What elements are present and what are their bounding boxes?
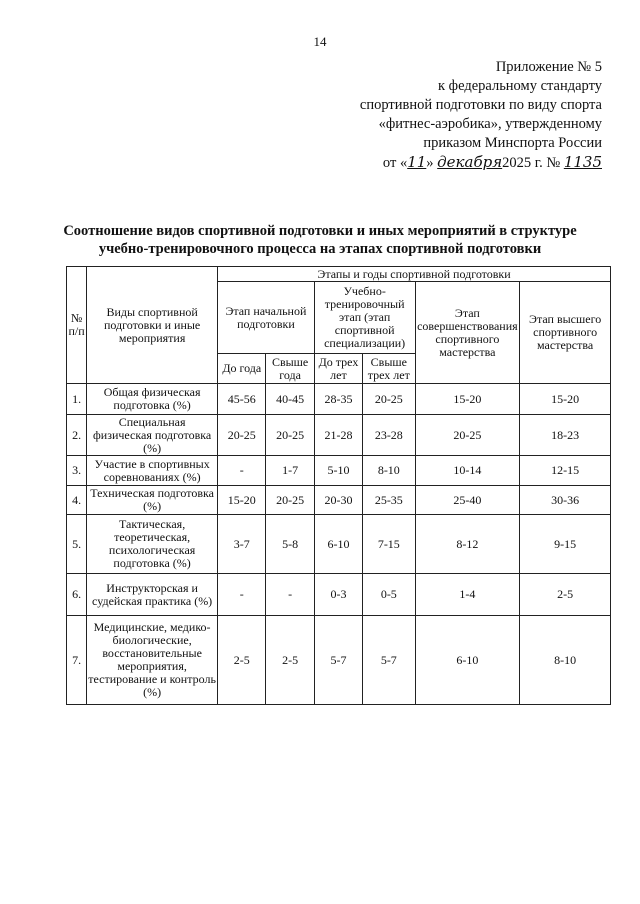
cell-value: 20-25 xyxy=(266,486,314,515)
document-title xyxy=(30,222,610,258)
header-stage-improvement: Этап совершенствования спортивного мастерства xyxy=(415,282,520,384)
table-row xyxy=(67,616,611,705)
cell-value: 6-10 xyxy=(314,515,362,574)
cell-value: 6-10 xyxy=(415,616,520,705)
appendix-date-line xyxy=(312,153,602,173)
cell-value: 2-5 xyxy=(218,616,266,705)
cell-value: 5-8 xyxy=(266,515,314,574)
cell-value: - xyxy=(266,574,314,616)
date-year: 2025 г. № xyxy=(502,155,561,171)
cell-value: 1-7 xyxy=(266,456,314,486)
appendix-line-4: «фитнес-аэробика», утвержденному xyxy=(378,116,602,132)
table-row xyxy=(67,515,611,574)
cell-value: 20-30 xyxy=(314,486,362,515)
row-name: Медицинские, медико-биологические, восстановительные мероприятия, тестирование и контроль (%) xyxy=(87,616,218,705)
row-num: 6. xyxy=(67,574,87,616)
cell-value: 21-28 xyxy=(314,415,362,456)
cell-value: 5-10 xyxy=(314,456,362,486)
cell-value: 20-25 xyxy=(266,415,314,456)
appendix-header xyxy=(312,58,602,173)
cell-value: 40-45 xyxy=(266,384,314,415)
row-num: 1. xyxy=(67,384,87,415)
cell-value: 12-15 xyxy=(520,456,611,486)
cell-value: 45-56 xyxy=(218,384,266,415)
row-num: 3. xyxy=(67,456,87,486)
cell-value: 20-25 xyxy=(363,384,415,415)
header-over-three: Свыше трех лет xyxy=(363,354,415,384)
table-row xyxy=(67,415,611,456)
cell-value: 1-4 xyxy=(415,574,520,616)
title-line-1: Соотношение видов спортивной подготовки и иных мероприятий в структуре xyxy=(63,223,577,239)
row-num: 5. xyxy=(67,515,87,574)
row-name: Специальная физическая подготовка (%) xyxy=(87,415,218,456)
appendix-line-5: приказом Минспорта России xyxy=(423,135,602,151)
cell-value: 0-3 xyxy=(314,574,362,616)
cell-value: 25-40 xyxy=(415,486,520,515)
table-row xyxy=(67,456,611,486)
title-line-2: учебно-тренировочного процесса на этапах спортивной подготовки xyxy=(98,241,542,257)
header-stage-initial: Этап начальной подготовки xyxy=(218,282,315,354)
row-name: Участие в спортивных соревнованиях (%) xyxy=(87,456,218,486)
header-group: Этапы и годы спортивной подготовки xyxy=(218,267,611,282)
cell-value: 25-35 xyxy=(363,486,415,515)
cell-value: 8-12 xyxy=(415,515,520,574)
cell-value: 8-10 xyxy=(520,616,611,705)
ratio-table xyxy=(66,266,611,705)
cell-value: 2-5 xyxy=(266,616,314,705)
cell-value: 20-25 xyxy=(415,415,520,456)
cell-value: 0-5 xyxy=(363,574,415,616)
cell-value: - xyxy=(218,574,266,616)
header-stage-highest: Этап высшего спортивного мастерства xyxy=(520,282,611,384)
cell-value: 30-36 xyxy=(520,486,611,515)
table-row xyxy=(67,486,611,515)
row-name: Общая физическая подготовка (%) xyxy=(87,384,218,415)
table-row xyxy=(67,574,611,616)
date-month: декабря xyxy=(437,153,503,171)
header-stage-training: Учебно-тренировочный этап (этап спортивной специализации) xyxy=(314,282,415,354)
cell-value: 8-10 xyxy=(363,456,415,486)
page-number: 14 xyxy=(313,34,327,49)
appendix-line-2: к федеральному стандарту xyxy=(438,78,602,94)
cell-value: 15-20 xyxy=(415,384,520,415)
cell-value: 20-25 xyxy=(218,415,266,456)
row-name: Техническая подготовка (%) xyxy=(87,486,218,515)
table-row xyxy=(67,384,611,415)
row-name: Тактическая, теоретическая, психологическая подготовка (%) xyxy=(87,515,218,574)
cell-value: 3-7 xyxy=(218,515,266,574)
header-num: № п/п xyxy=(67,267,87,384)
cell-value: 18-23 xyxy=(520,415,611,456)
header-over-year: Свыше года xyxy=(266,354,314,384)
header-upto-three: До трех лет xyxy=(314,354,362,384)
order-number: 1135 xyxy=(563,153,602,171)
appendix-line-1: Приложение № 5 xyxy=(495,59,602,75)
cell-value: 23-28 xyxy=(363,415,415,456)
cell-value: 28-35 xyxy=(314,384,362,415)
row-name: Инструкторская и судейская практика (%) xyxy=(87,574,218,616)
cell-value: 9-15 xyxy=(520,515,611,574)
cell-value: 15-20 xyxy=(520,384,611,415)
appendix-line-3: спортивной подготовки по виду спорта xyxy=(359,97,602,113)
cell-value: 5-7 xyxy=(314,616,362,705)
row-num: 4. xyxy=(67,486,87,515)
cell-value: 10-14 xyxy=(415,456,520,486)
header-kind: Виды спортивной подготовки и иные мероприятия xyxy=(87,267,218,384)
cell-value: - xyxy=(218,456,266,486)
row-num: 2. xyxy=(67,415,87,456)
date-prefix: от « xyxy=(382,155,408,171)
date-mid: » xyxy=(426,155,434,171)
cell-value: 5-7 xyxy=(363,616,415,705)
cell-value: 15-20 xyxy=(218,486,266,515)
date-day: 11 xyxy=(407,153,427,171)
row-num: 7. xyxy=(67,616,87,705)
cell-value: 2-5 xyxy=(520,574,611,616)
header-upto-year: До года xyxy=(218,354,266,384)
cell-value: 7-15 xyxy=(363,515,415,574)
